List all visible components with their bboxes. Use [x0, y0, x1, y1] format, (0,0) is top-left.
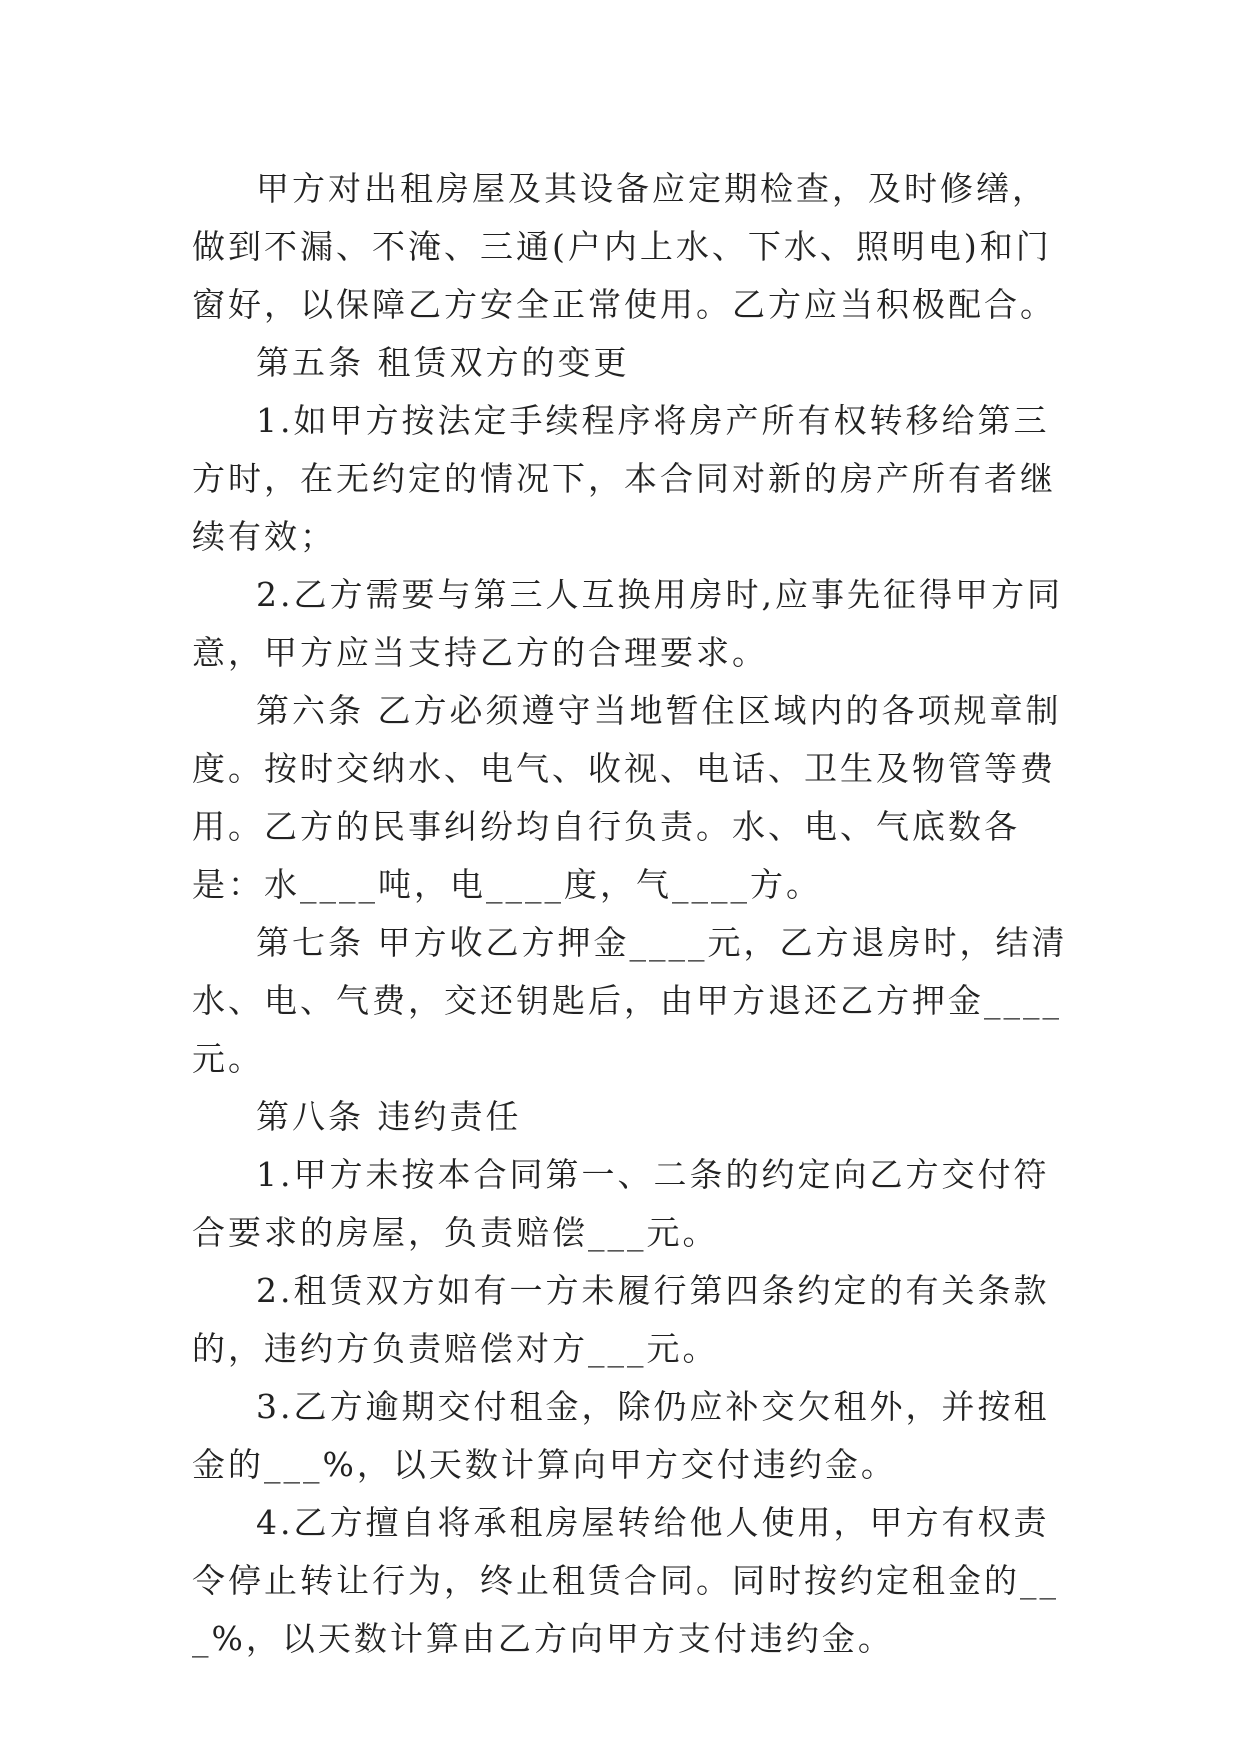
paragraph-article-6: 第六条 乙方必须遵守当地暂住区域内的各项规章制度。按时交纳水、电气、收视、电话、卫生及物管等费用。乙方的民事纠纷均自行负责。水、电、气底数各是：水____吨，电____度，气____方。	[192, 691, 1062, 904]
paragraph-article-5-item-1: 1.如甲方按法定手续程序将房产所有权转移给第三方时，在无约定的情况下，本合同对新的房产所有者继续有效；	[192, 401, 1056, 556]
paragraph-article-8-item-1: 1.甲方未按本合同第一、二条的约定向乙方交付符合要求的房屋，负责赔偿___元。	[192, 1155, 1050, 1252]
heading-article-8: 第八条 违约责任	[256, 1097, 522, 1136]
contract-body	[192, 160, 1072, 1668]
paragraph-article-8-item-4: 4.乙方擅自将承租房屋转给他人使用，甲方有权责令停止转让行为，终止租赁合同。同时按约定租金的___%，以天数计算由乙方向甲方支付违约金。	[192, 1503, 1059, 1658]
paragraph-article-7: 第七条 甲方收乙方押金____元，乙方退房时，结清水、电、气费，交还钥匙后，由甲方退还乙方押金____元。	[192, 923, 1068, 1078]
paragraph-article-8-item-2: 2.租赁双方如有一方未履行第四条约定的有关条款的，违约方负责赔偿对方___元。	[192, 1271, 1050, 1368]
paragraph-article-5-item-2: 2.乙方需要与第三人互换用房时,应事先征得甲方同意，甲方应当支持乙方的合理要求。	[192, 575, 1063, 672]
paragraph-maintenance: 甲方对出租房屋及其设备应定期检查，及时修缮，做到不漏、不淹、三通(户内上水、下水、照明电)和门窗好，以保障乙方安全正常使用。乙方应当积极配合。	[192, 169, 1056, 324]
paragraph-article-8-item-3: 3.乙方逾期交付租金，除仍应补交欠租外，并按租金的___%，以天数计算向甲方交付违约金。	[192, 1387, 1050, 1484]
heading-article-5: 第五条 租赁双方的变更	[256, 343, 630, 382]
